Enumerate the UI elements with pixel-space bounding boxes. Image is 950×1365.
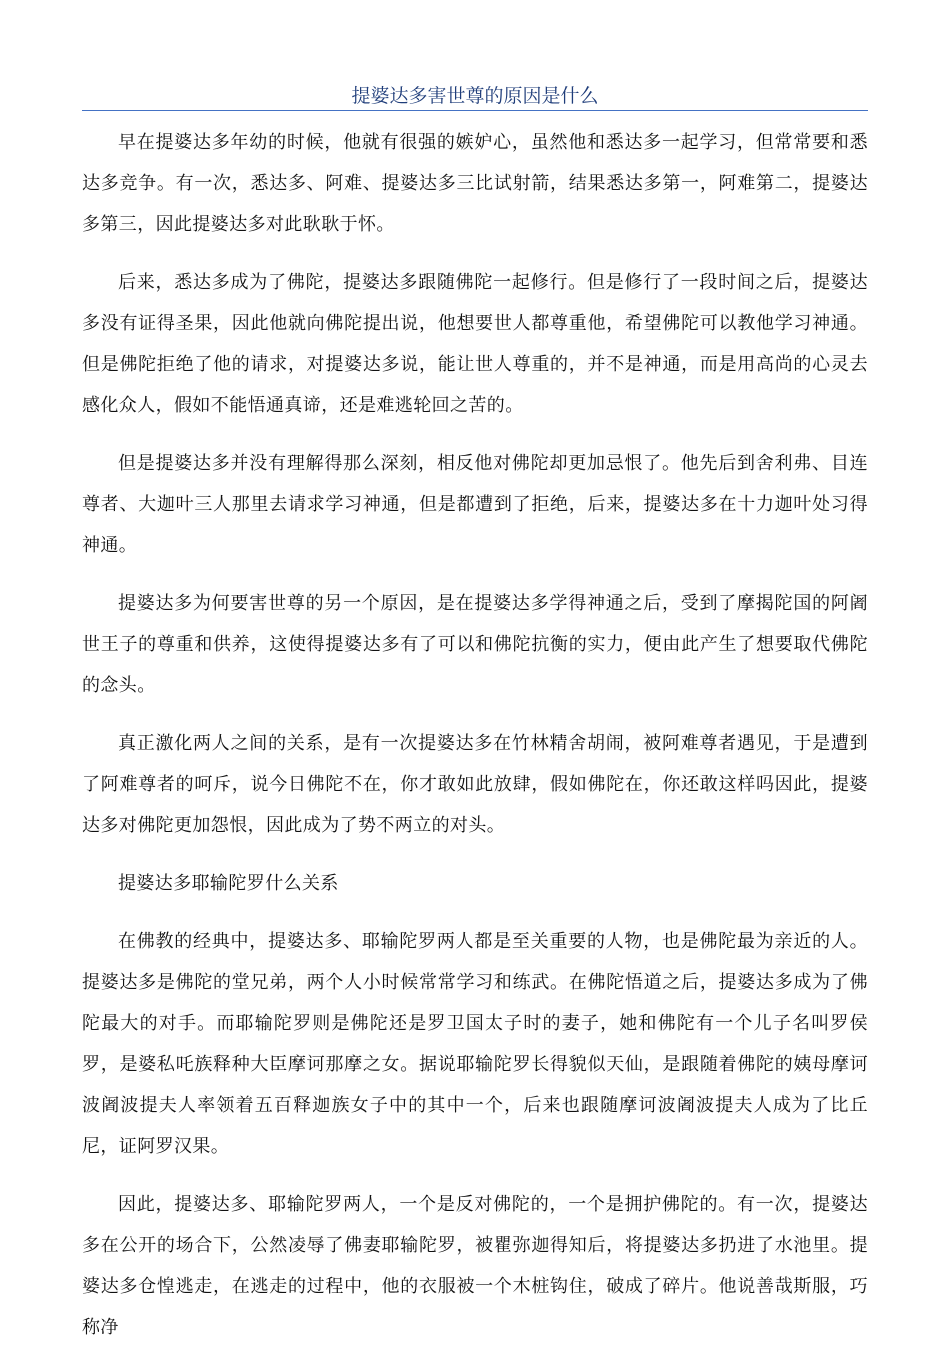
document-body xyxy=(82,122,868,1365)
paragraph-1: 早在提婆达多年幼的时候，他就有很强的嫉妒心，虽然他和悉达多一起学习，但常常要和悉达多竞争。有一次，悉达多、阿难、提婆达多三比试射箭，结果悉达多第一，阿难第二，提婆达多第三，因此提婆达多对此耿耿于怀。 xyxy=(82,132,868,235)
paragraph-3: 但是提婆达多并没有理解得那么深刻，相反他对佛陀却更加忌恨了。他先后到舍利弗、目连尊者、大迦叶三人那里去请求学习神通，但是都遭到了拒绝，后来，提婆达多在十力迦叶处习得神通。 xyxy=(82,453,868,556)
paragraph-7: 因此，提婆达多、耶输陀罗两人，一个是反对佛陀的，一个是拥护佛陀的。有一次，提婆达多在公开的场合下，公然凌辱了佛妻耶输陀罗，被瞿弥迦得知后，将提婆达多扔进了水池里。提婆达多仓惶逃走，在逃走的过程中，他的衣服被一个木桩钩住，破成了碎片。他说善哉斯服，巧称净 xyxy=(82,1194,868,1338)
page-title: 提婆达多害世尊的原因是什么 xyxy=(351,85,599,107)
section-heading: 提婆达多耶输陀罗什么关系 xyxy=(118,873,339,894)
paragraph-6: 在佛教的经典中，提婆达多、耶输陀罗两人都是至关重要的人物，也是佛陀最为亲近的人。提婆达多是佛陀的堂兄弟，两个人小时候常常学习和练武。在佛陀悟道之后，提婆达多成为了佛陀最大的对手。而耶输陀罗则是佛陀还是罗卫国太子时的妻子，她和佛陀有一个儿子名叫罗侯罗，是婆私吒族释种大臣摩诃那摩之女。据说耶输陀罗长得貌似天仙，是跟随着佛陀的姨母摩诃波阇波提夫人率领着五百释迦族女子中的其中一个，后来也跟随摩诃波阇波提夫人成为了比丘尼，证阿罗汉果。 xyxy=(82,931,868,1157)
paragraph-4: 提婆达多为何要害世尊的另一个原因，是在提婆达多学得神通之后，受到了摩揭陀国的阿阇世王子的尊重和供养，这使得提婆达多有了可以和佛陀抗衡的实力，便由此产生了想要取代佛陀的念头。 xyxy=(82,593,868,696)
paragraph-5: 真正激化两人之间的关系，是有一次提婆达多在竹林精舍胡闹，被阿难尊者遇见，于是遭到了阿难尊者的呵斥，说今日佛陀不在，你才敢如此放肆，假如佛陀在，你还敢这样吗因此，提婆达多对佛陀更加怨恨，因此成为了势不两立的对头。 xyxy=(82,733,868,836)
paragraph-2: 后来，悉达多成为了佛陀，提婆达多跟随佛陀一起修行。但是修行了一段时间之后，提婆达多没有证得圣果，因此他就向佛陀提出说，他想要世人都尊重他，希望佛陀可以教他学习神通。但是佛陀拒绝了他的请求，对提婆达多说，能让世人尊重的，并不是神通，而是用高尚的心灵去感化众人，假如不能悟通真谛，还是难逃轮回之苦的。 xyxy=(82,272,868,416)
title-underline xyxy=(82,110,868,111)
